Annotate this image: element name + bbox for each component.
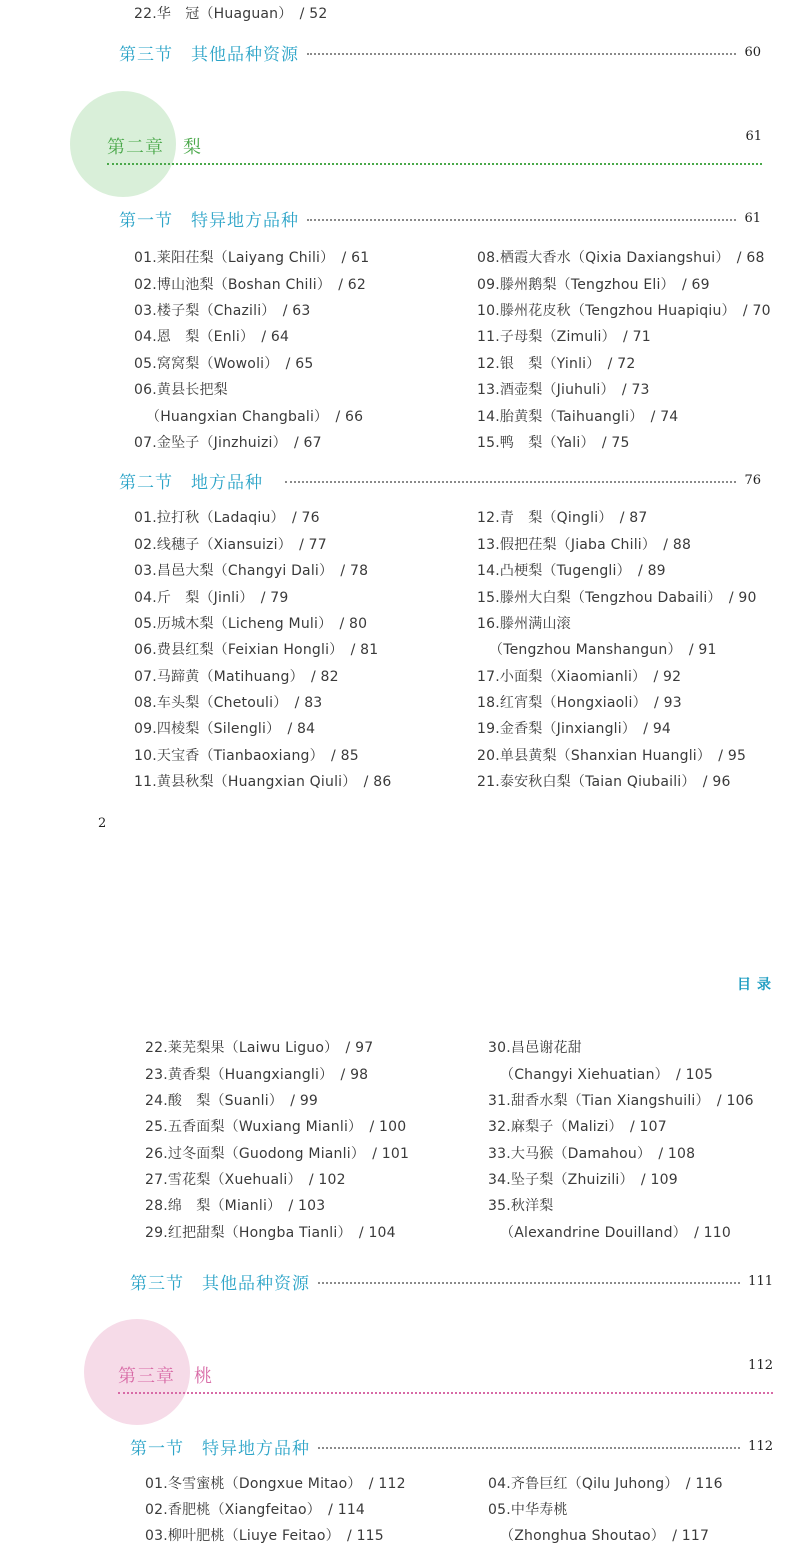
toc-entry: 05.历城木梨（Licheng Muli） / 80 — [134, 616, 368, 632]
section-heading — [119, 39, 761, 65]
toc-entry: 18.红宵梨（Hongxiaoli） / 93 — [477, 695, 682, 711]
toc-entry: 04.齐鲁巨红（Qilu Juhong） / 116 — [488, 1476, 723, 1492]
toc-entry: 07.马蹄黄（Matihuang） / 82 — [134, 669, 339, 685]
chapter-rule — [107, 163, 762, 165]
toc-entry: 04.恩 梨（Enli） / 64 — [134, 329, 290, 345]
toc-entry: 11.黄县秋梨（Huangxian Qiuli） / 86 — [134, 774, 392, 790]
section-title: 第一节 特异地方品种 — [119, 210, 299, 231]
section-heading — [130, 1433, 773, 1459]
toc-entry: 10.滕州花皮秋（Tengzhou Huapiqiu） / 70 — [477, 303, 771, 319]
toc-entry: 12.青 梨（Qingli） / 87 — [477, 510, 648, 526]
section-page: 61 — [744, 210, 761, 226]
chapter-rule — [118, 1392, 773, 1394]
section-title: 第二节 地方品种 — [119, 472, 263, 493]
toc-entry: 08.栖霞大香水（Qixia Daxiangshui） / 68 — [477, 250, 765, 266]
leader-dots — [318, 1447, 740, 1449]
toc-entry: 08.车头梨（Chetouli） / 83 — [134, 695, 323, 711]
leader-dots — [285, 481, 736, 483]
toc-entry: 09.滕州鹅梨（Tengzhou Eli） / 69 — [477, 277, 710, 293]
chapter-page: 61 — [745, 129, 762, 144]
chapter-heading — [118, 1358, 773, 1388]
leader-dots — [307, 219, 736, 221]
toc-entry: （Alexandrine Douilland） / 110 — [500, 1225, 731, 1241]
section-heading — [119, 205, 761, 231]
toc-entry: 01.冬雪蜜桃（Dongxue Mitao） / 112 — [145, 1476, 406, 1492]
chapter-title: 第二章 梨 — [107, 137, 202, 158]
toc-entry: 07.金坠子（Jinzhuizi） / 67 — [134, 435, 322, 451]
toc-entry: 02.香肥桃（Xiangfeitao） / 114 — [145, 1502, 366, 1518]
toc-entry: 02.线穗子（Xiansuizi） / 77 — [134, 537, 327, 553]
toc-entry: 10.天宝香（Tianbaoxiang） / 85 — [134, 748, 359, 764]
toc-entry: 01.莱阳茌梨（Laiyang Chili） / 61 — [134, 250, 370, 266]
toc-entry: 06.黄县长把梨 — [134, 382, 228, 398]
section-title: 第一节 特异地方品种 — [130, 1438, 310, 1459]
toc-entry: 09.四棱梨（Silengli） / 84 — [134, 721, 316, 737]
toc-entry: 15.滕州大白梨（Tengzhou Dabaili） / 90 — [477, 590, 757, 606]
toc-entry: 02.博山池梨（Boshan Chili） / 62 — [134, 277, 367, 293]
toc-entry: 33.大马猴（Damahou） / 108 — [488, 1146, 696, 1162]
page-number: 2 — [98, 816, 107, 831]
chapter-heading — [107, 129, 762, 159]
toc-entry: 15.鸭 梨（Yali） / 75 — [477, 435, 630, 451]
toc-entry: 16.滕州满山滚 — [477, 616, 571, 632]
toc-entry: （Huangxian Changbali） / 66 — [146, 409, 364, 425]
toc-entry: 13.酒壶梨（Jiuhuli） / 73 — [477, 382, 650, 398]
leader-dots — [307, 53, 736, 55]
section-title: 第三节 其他品种资源 — [130, 1273, 310, 1294]
toc-entry: 22.莱芜梨果（Laiwu Liguo） / 97 — [145, 1040, 374, 1056]
toc-entry: （Zhonghua Shoutao） / 117 — [500, 1528, 710, 1544]
toc-entry: （Changyi Xiehuatian） / 105 — [500, 1067, 713, 1083]
toc-entry: 05.窝窝梨（Wowoli） / 65 — [134, 356, 314, 372]
toc-entry: 28.绵 梨（Mianli） / 103 — [145, 1198, 326, 1214]
toc-entry: 03.楼子梨（Chazili） / 63 — [134, 303, 311, 319]
running-header: 目录 — [737, 977, 777, 993]
chapter-title: 第三章 桃 — [118, 1366, 213, 1387]
toc-entry: 14.胎黄梨（Taihuangli） / 74 — [477, 409, 679, 425]
toc-entry: 03.柳叶肥桃（Liuye Feitao） / 115 — [145, 1528, 384, 1544]
toc-entry: （Tengzhou Manshangun） / 91 — [489, 642, 717, 658]
toc-entry: 14.凸梗梨（Tugengli） / 89 — [477, 563, 666, 579]
toc-entry: 27.雪花梨（Xuehuali） / 102 — [145, 1172, 346, 1188]
section-page: 112 — [748, 1438, 773, 1454]
toc-entry: 26.过冬面梨（Guodong Mianli） / 101 — [145, 1146, 410, 1162]
toc-entry: 13.假把茌梨（Jiaba Chili） / 88 — [477, 537, 692, 553]
leader-dots — [318, 1282, 740, 1284]
toc-entry: 22.华 冠（Huaguan） / 52 — [134, 6, 328, 22]
toc-entry: 20.单县黄梨（Shanxian Huangli） / 95 — [477, 748, 747, 764]
toc-entry: 31.甜香水梨（Tian Xiangshuili） / 106 — [488, 1093, 754, 1109]
toc-entry: 30.昌邑谢花甜 — [488, 1040, 582, 1056]
toc-entry: 06.费县红梨（Feixian Hongli） / 81 — [134, 642, 379, 658]
toc-entry: 25.五香面梨（Wuxiang Mianli） / 100 — [145, 1119, 407, 1135]
section-heading — [119, 467, 761, 493]
chapter-page: 112 — [748, 1358, 773, 1373]
toc-entry: 34.坠子梨（Zhuizili） / 109 — [488, 1172, 678, 1188]
toc-entry: 32.麻梨子（Malizi） / 107 — [488, 1119, 667, 1135]
toc-entry: 04.斤 梨（Jinli） / 79 — [134, 590, 289, 606]
section-page: 76 — [744, 472, 761, 488]
section-heading — [130, 1268, 773, 1294]
toc-entry: 23.黄香梨（Huangxiangli） / 98 — [145, 1067, 369, 1083]
toc-entry: 35.秋洋梨 — [488, 1198, 554, 1214]
toc-entry: 29.红把甜梨（Hongba Tianli） / 104 — [145, 1225, 396, 1241]
toc-entry: 17.小面梨（Xiaomianli） / 92 — [477, 669, 682, 685]
section-title: 第三节 其他品种资源 — [119, 44, 299, 65]
toc-entry: 03.昌邑大梨（Changyi Dali） / 78 — [134, 563, 369, 579]
section-page: 111 — [748, 1273, 773, 1289]
toc-entry: 11.子母梨（Zimuli） / 71 — [477, 329, 651, 345]
toc-entry: 21.泰安秋白梨（Taian Qiubaili） / 96 — [477, 774, 731, 790]
toc-entry: 12.银 梨（Yinli） / 72 — [477, 356, 636, 372]
toc-entry: 01.拉打秋（Ladaqiu） / 76 — [134, 510, 320, 526]
toc-entry: 05.中华寿桃 — [488, 1502, 568, 1518]
toc-entry: 19.金香梨（Jinxiangli） / 94 — [477, 721, 672, 737]
toc-entry: 24.酸 梨（Suanli） / 99 — [145, 1093, 319, 1109]
section-page: 60 — [744, 44, 761, 60]
